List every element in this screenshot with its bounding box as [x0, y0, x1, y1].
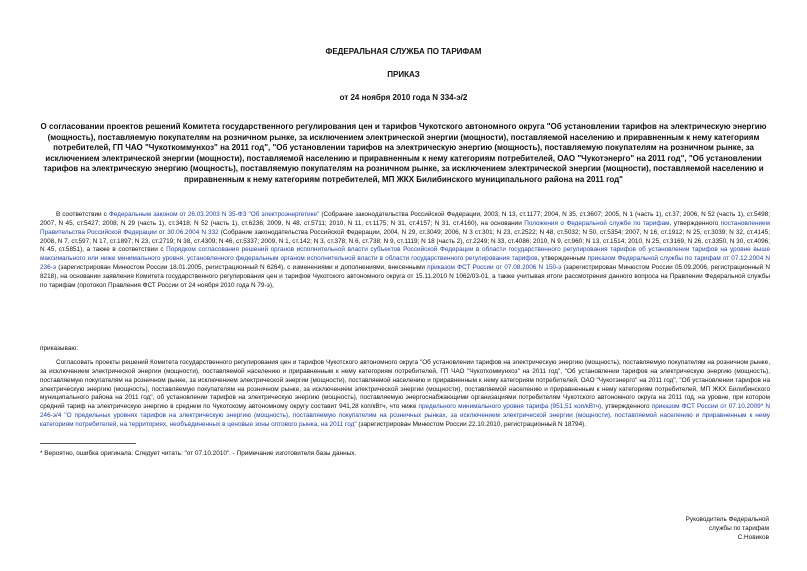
approval-procedure-link[interactable]: Порядком согласования решений органов исполнительной власти субъектов Российской Федерации в области государственного регулирования тарифов об установлении тарифов на уровне выше максимального или ниже минимального уровня, установленного федеральным органом исполнительной власти в области государственного регулирования тарифов	[40, 246, 771, 263]
body-paragraph	[40, 359, 770, 430]
preamble-text-5: , утвержденным	[537, 255, 588, 263]
federal-law-link[interactable]: Федеральным законом от 26.03.2003 N 35-ФЗ "Об электроэнергетике"	[108, 211, 320, 218]
signature-block	[569, 516, 769, 543]
document-title: О согласовании проектов решений Комитета государственного регулирования цен и тарифов Чукотского автономного округа "Об установлении тарифов на электрическую энергию (мощность), поставляемую покупателям на розничном рынке, за исключением электрической энергии (мощности), поставляемой населению и приравненным к нему категориям потребителей, ГП ЧАО "Чукоткоммунхоз" на 2011 год", "Об установлении тарифов на электрическую энергию (мощность), поставляемую покупателям на розничном рынке, за исключением электрической энергии (мощности), поставляемой населению и приравненным к нему категориям потребителей, ОАО "Чукотэнерго" на 2011 год", "Об установлении тарифов на электрическую энергию (мощность), поставляемую покупателям на розничном рынке, за исключением электрической энергии (мощности), поставляемой населению и приравненным к нему категориям потребителей, МП ЖКХ Билибинского муниципального района на 2011 год"	[40, 122, 767, 184]
body-text-3: (зарегистрирован Минюстом России 22.10.2010, регистрационный N 18794).	[356, 420, 587, 428]
body-text-1: Согласовать проекты решений Комитета государственного регулирования цен и тарифов Чукотского автономного округа "Об установлении тарифов на электрическую энергию (мощность), поставляемую покупателям на розничном рынке, за исключением электрической энергии (мощности), поставляемой населению и приравненным к нему категориям потребителей, ГП ЧАО "Чукоткоммунхоз" на 2011 год", "Об установлении тарифов на электрическую энергию (мощность), поставляемую покупателям на розничном рынке, за исключением электрической энергии (мощности), поставляемой населению и приравненным к нему категориям потребителей, ОАО "Чукотэнерго" на 2011 год", "Об установлении тарифов на электрическую энергию (мощность), поставляемую покупателям на розничном рынке, за исключением электрической энергии (мощности), поставляемой населению и приравненным к нему категориям потребителей, МП ЖКХ Билибинского муниципального района на 2011 год", об установлении тарифов на электрическую энергию (мощность), поставляемую энергоснабжающими организациями потребителям Чукотского автономного округа на 2011 год, на уровне, при котором средний тариф на электрическую энергию в среднем по Чукотскому автономному округу составит 941,28 коп/кВтч, что ниже	[40, 359, 770, 411]
agency-name: ФЕДЕРАЛЬНАЯ СЛУЖБА ПО ТАРИФАМ	[325, 47, 482, 56]
preamble-text-4: (Собрание законодательства Российской Федерации, 2004, N 29, ст.3049; 2006, N 3 ст.301; N 23, ст.2522; N 48, ст.5032; N 50, ст.5354; 2007, N 16, ст.1912; N 25, ст.3039; N 32, ст.4145; 2008, N 7, ст.597; N 17, ст.1897; N 23, ст.2719; N 38, ст.4309; N 46, ст.5337; 2009, N 1, ст.142; N 3, ст.378; N 6, ст.738; N 9, ст.1119; N 18 (часть 2), ст.2249; N 33, ст.4086; 2010, N 9, ст.960; N 13, ст.1514; 2010, N 25, ст.3169, N 26, ст.3350, N 30, ст.4096; N 45, ст.5851), а также в соответствии с	[40, 228, 770, 254]
preamble-text-1: В соответствии с	[56, 211, 109, 218]
fst-order-246-link[interactable]: приказом ФСТ России от 07.10.2009* N 246-э/4 "О предельных уровнях тарифов на электрическую энергию (мощность), поставляемую покупателям на розничных рынках, за исключением электрической энергии (мощности), поставляемой населению и приравненным к нему категориям потребителей, на территориях, необъединенных в ценовые зоны оптового рынка, на 2011 год"	[40, 403, 770, 428]
preamble-text-7: (зарегистрирован Минюстом России 05.09.2006, регистрационный N 8218), на основании заявления Комитета государственного регулирования цен и тарифов Чукотского автономного округа от 15.11.2010 N 1062/03-01, а также учитывая итоги рассмотрения данного вопроса на Правлении Федеральной службы по тарифам (протокол Правления ФСТ России от 24 ноября 2010 года N 79-э),	[40, 264, 771, 289]
fst-order-236-link[interactable]: приказом Федеральной службы по тарифам от 07.12.2004 N 236-э	[40, 255, 770, 272]
document-type: ПРИКАЗ	[387, 70, 420, 79]
preamble-paragraph	[40, 211, 770, 291]
fst-regulation-link[interactable]: Положения о Федеральной службе по тарифам	[524, 219, 670, 227]
preamble-text-3: , утвержденного	[669, 219, 721, 227]
preamble-text-2: (Собрание законодательства Российской Федерации, 2003, N 13, ст.1177; 2004, N 35, ст.3607; 2005, N 1 (часть 1), ст.37; 2006, N 52 (часть 1), ст.5498; 2007, N 45, ст.5427; 2008, N 29 (часть 1), ст.3418; N 52 (часть 1), ст.6236; 2009, N 48, ст.5711; 2010, N 11, ст.1175; N 31, ст.4157; N 31, ст.4160), на основании	[40, 211, 770, 227]
min-tariff-link[interactable]: предельного минимального уровня тарифа (951,51 коп/кВтч)	[418, 403, 602, 411]
body-text-2: , утвержденного	[601, 403, 652, 411]
government-decree-link[interactable]: постановлением Правительства Российской Федерации от 30.06.2004 N 332	[40, 219, 770, 236]
footnote-divider	[40, 443, 136, 444]
orders-label: приказываю:	[40, 345, 78, 352]
signature-line-position: Руководитель Федеральной	[685, 516, 769, 523]
fst-order-150-link[interactable]: приказом ФСТ России от 07.08.2006 N 150-э	[427, 264, 562, 272]
document-date-number: от 24 ноября 2010 года N 334-э/2	[339, 93, 468, 102]
signature-line-agency: службы по тарифам	[708, 524, 769, 532]
preamble-text-6: (зарегистрирован Минюстом России 18.01.2005, регистрационный N 6264), с изменениями и дополнениями, внесенными	[56, 264, 428, 272]
footnote-text: * Вероятно, ошибка оригинала. Следует читать: "от 07.10.2010". - Примечание изготовителя базы данных.	[40, 450, 357, 457]
signature-name: С.Новиков	[737, 533, 769, 541]
